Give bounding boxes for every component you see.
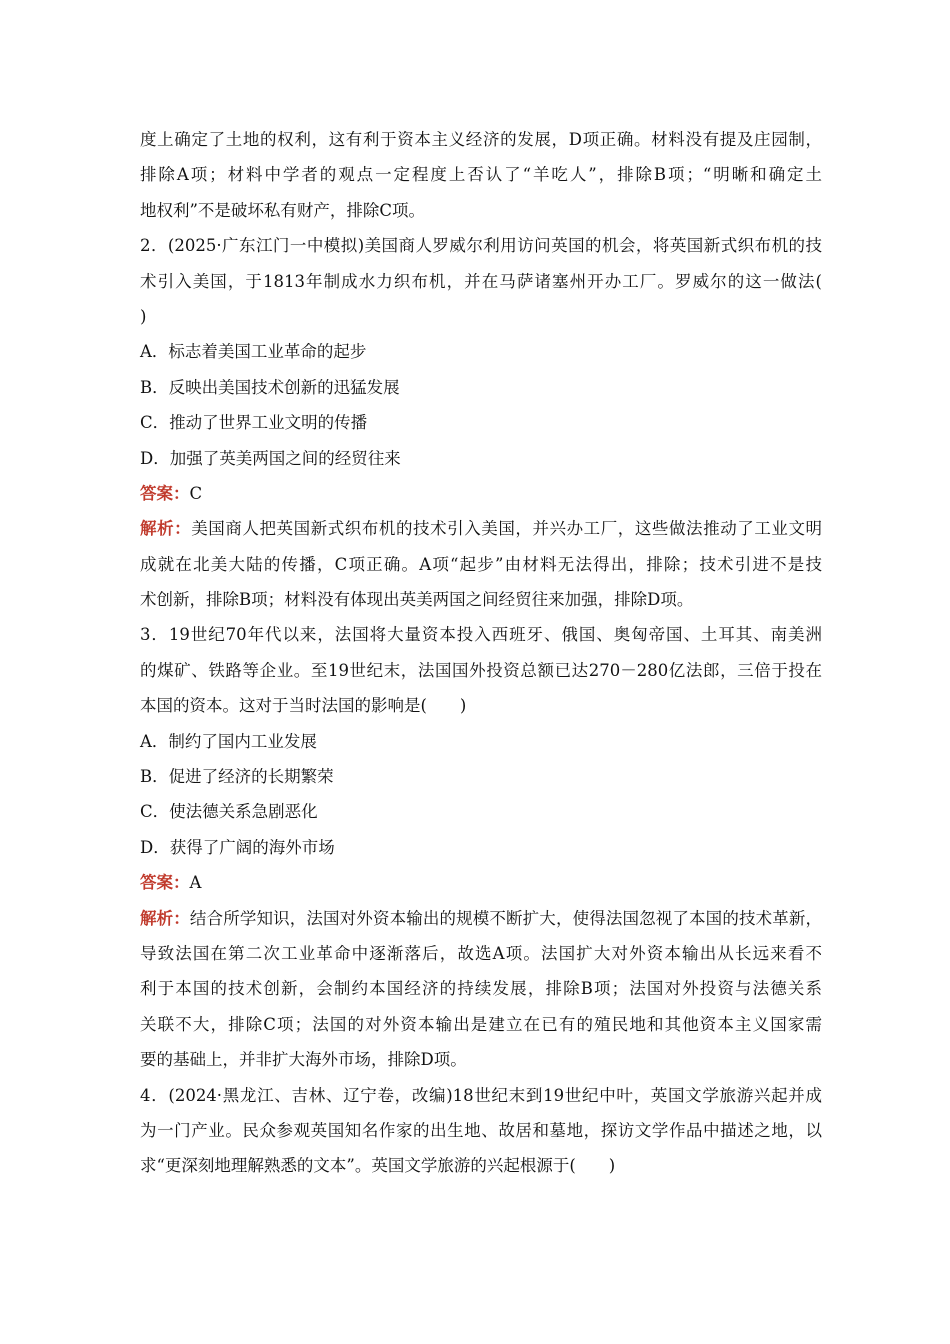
analysis-text: 美国商人把英国新式织布机的技术引入美国，并兴办工厂，这些做法推动了工业文明: [191, 519, 823, 539]
question-stem-line: ): [140, 306, 147, 326]
question-stem-line: 为一门产业。民众参观英国知名作家的出生地、故居和墓地，探访文学作品中描述之地，以: [140, 1120, 822, 1140]
question-stem-line: 2．(2025·广东江门一中模拟)美国商人罗威尔利用访问英国的机会，将英国新式织布机的技: [140, 236, 822, 256]
analysis-label: 解析：: [140, 519, 192, 539]
question-stem-line: 求“更深刻地理解熟悉的文本”。英国文学旅游的兴起根源于( ): [140, 1156, 616, 1176]
answer-value: C: [189, 483, 203, 503]
analysis-line: 导致法国在第二次工业革命中逐渐落后，故选A项。法国扩大对外资本输出从长远来看不: [140, 943, 822, 963]
analysis-line: 术创新，排除B项；材料没有体现出英美两国之间经贸往来加强，排除D项。: [140, 590, 694, 610]
answer-label: 答案：: [140, 873, 190, 893]
option-c: C．使法德关系急剧恶化: [140, 802, 318, 822]
option-d: D．获得了广阔的海外市场: [140, 837, 335, 857]
question-4: [140, 1078, 822, 1184]
question-2: [140, 228, 822, 617]
text-line: 度上确定了土地的权利，这有利于资本主义经济的发展，D项正确。材料没有提及庄园制，: [140, 130, 822, 149]
analysis-label: 解析：: [140, 908, 190, 928]
option-b: B．促进了经济的长期繁荣: [140, 767, 334, 787]
answer-value: A: [189, 873, 202, 893]
analysis-line: 要的基础上，并非扩大海外市场，排除D项。: [140, 1050, 467, 1070]
text-line: 地权利”不是破坏私有财产，排除C项。: [140, 200, 426, 220]
intro-explanation: [140, 122, 822, 228]
analysis-line: [140, 511, 822, 546]
answer-line: [140, 865, 822, 900]
question-stem-line: 4．(2024·黑龙江、吉林、辽宁卷，改编)18世纪末到19世纪中叶，英国文学旅游兴起并成: [140, 1085, 822, 1105]
text-line: 排除A项；材料中学者的观点一定程度上否认了“羊吃人”，排除B项；“明晰和确定土: [140, 165, 822, 185]
analysis-line: 成就在北美大陆的传播，C项正确。A项“起步”由材料无法得出，排除；技术引进不是技: [140, 554, 822, 574]
option-c: C．推动了世界工业文明的传播: [140, 413, 368, 433]
answer-line: [140, 476, 822, 511]
question-stem-line: 术引入美国，于1813年制成水力织布机，并在马萨诸塞州开办工厂。罗威尔的这一做法(: [140, 271, 822, 291]
question-stem-line: 3．19世纪70年代以来，法国将大量资本投入西班牙、俄国、奥匈帝国、土耳其、南美洲: [140, 625, 822, 645]
question-stem-line: 本国的资本。这对于当时法国的影响是( ): [140, 696, 467, 716]
answer-label: 答案：: [140, 483, 190, 503]
document-page: [140, 122, 822, 1184]
analysis-line: 关联不大，排除C项；法国的对外资本输出是建立在已有的殖民地和其他资本主义国家需: [140, 1014, 822, 1034]
option-a: A．标志着美国工业革命的起步: [140, 342, 367, 362]
option-a: A．制约了国内工业发展: [140, 731, 317, 751]
analysis-line: 利于本国的技术创新，会制约本国经济的持续发展，排除B项；法国对外投资与法德关系: [140, 979, 822, 999]
option-b: B．反映出美国技术创新的迅猛发展: [140, 377, 400, 397]
question-3: [140, 617, 822, 1077]
analysis-text: 结合所学知识，法国对外资本输出的规模不断扩大，使得法国忽视了本国的技术革新，: [189, 908, 823, 928]
analysis-line: [140, 901, 822, 936]
question-stem-line: 的煤矿、铁路等企业。至19世纪末，法国国外投资总额已达270－280亿法郎，三倍于投在: [140, 660, 822, 680]
option-d: D．加强了英美两国之间的经贸往来: [140, 448, 401, 468]
